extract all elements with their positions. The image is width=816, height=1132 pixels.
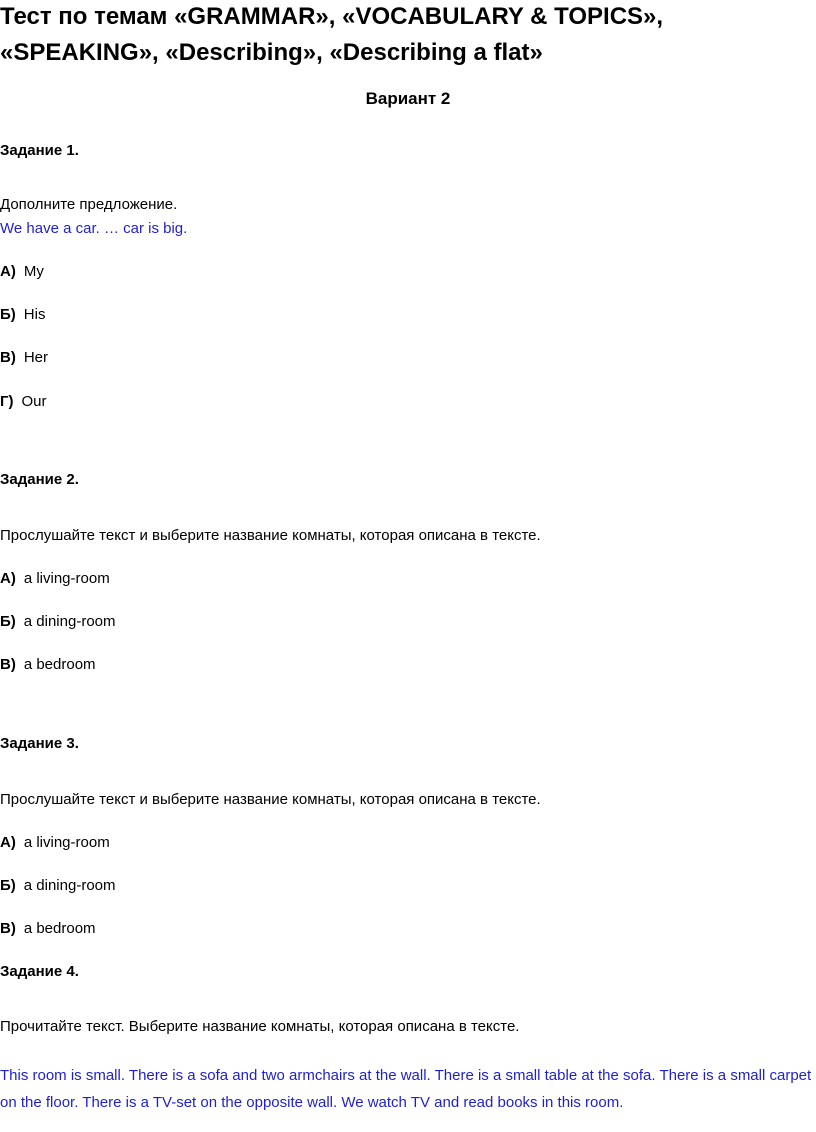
task-3-instruction: Прослушайте текст и выберите название комнаты, которая описана в тексте. [0,791,541,808]
variant-heading: Вариант 2 [365,89,451,108]
task-1-option-d[interactable] [0,393,47,410]
option-letter: Б) [0,613,16,630]
task-2-option-c[interactable] [0,656,96,673]
option-text: a dining-room [23,613,116,630]
option-text: a living-room [23,570,110,587]
option-letter: А) [0,834,16,851]
option-text: a living-room [23,834,110,851]
option-letter: Б) [0,306,16,323]
task-1-sentence: We have a car. … car is big. [0,220,188,237]
task-2-heading: Задание 2. [0,471,79,488]
document-title-line-2: «SPEAKING», «Describing», «Describing a flat» [0,39,543,66]
task-4-passage: This room is small. There is a sofa and two armchairs at the wall. There is a small table at the sofa. There is a small carpet on the floor. There is a TV-set on the opposite wall. We watch TV and read books in this room. [0,1067,812,1111]
option-letter: Г) [0,393,14,410]
task-2-instruction: Прослушайте текст и выберите название комнаты, которая описана в тексте. [0,527,541,544]
task-1-option-a[interactable] [0,263,44,280]
task-1-instruction: Дополните предложение. [0,196,178,213]
task-1-heading: Задание 1. [0,142,79,159]
option-letter: В) [0,920,16,937]
option-text: Her [23,349,48,366]
option-text: a bedroom [23,920,96,937]
task-3-option-b[interactable] [0,877,116,894]
option-letter: В) [0,349,16,366]
option-text: His [23,306,46,323]
task-3-option-c[interactable] [0,920,96,937]
document-title-line-1: Тест по темам «GRAMMAR», «VOCABULARY & TOPICS», [0,3,664,30]
task-3-option-a[interactable] [0,834,110,851]
option-text: a bedroom [23,656,96,673]
task-1-option-c[interactable] [0,349,48,366]
option-letter: В) [0,656,16,673]
option-letter: Б) [0,877,16,894]
task-4-instruction: Прочитайте текст. Выберите название комнаты, которая описана в тексте. [0,1018,520,1035]
option-text: Our [21,393,47,410]
option-text: a dining-room [23,877,116,894]
option-letter: А) [0,263,16,280]
task-3-heading: Задание 3. [0,735,79,752]
task-2-option-a[interactable] [0,570,110,587]
task-2-option-b[interactable] [0,613,116,630]
option-text: My [23,263,44,280]
task-4-heading: Задание 4. [0,963,79,980]
option-letter: А) [0,570,16,587]
task-1-option-b[interactable] [0,306,45,323]
